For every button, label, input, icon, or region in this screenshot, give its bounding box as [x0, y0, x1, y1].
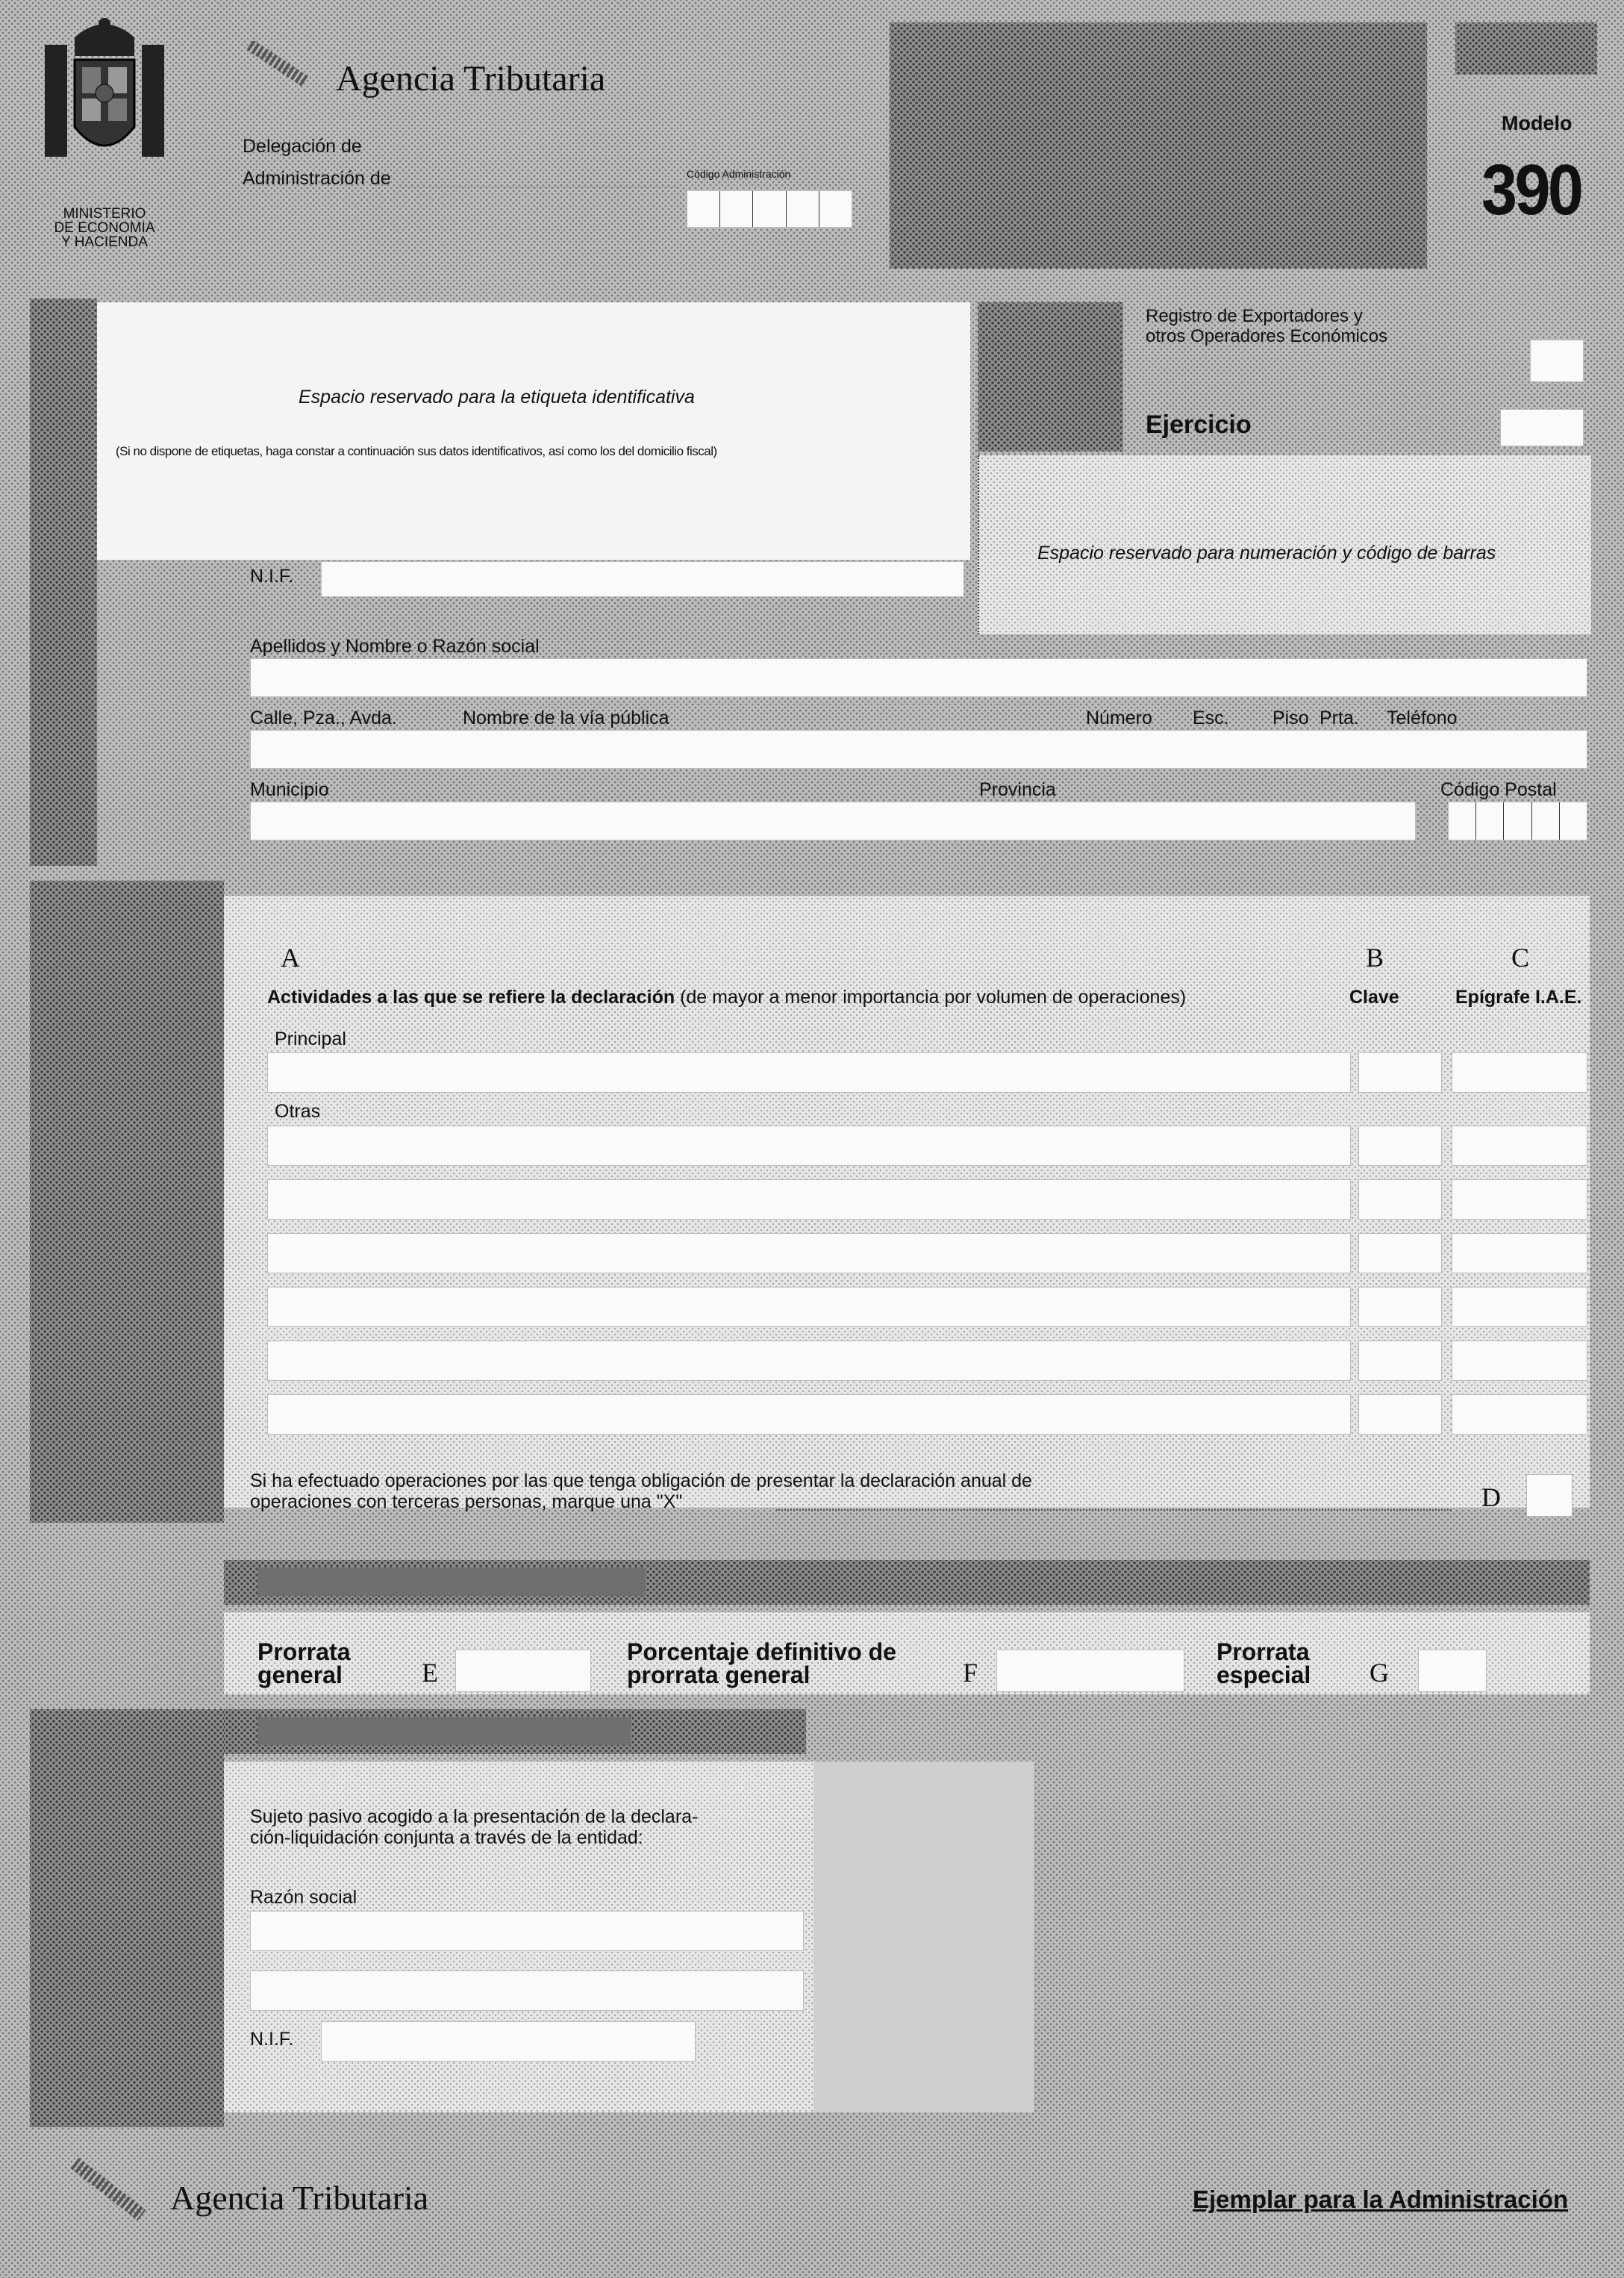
- otras-epigrafe-5[interactable]: [1452, 1341, 1587, 1381]
- footer-agency-name: Agencia Tributaria: [170, 2179, 429, 2217]
- conjunta-section-heading: [257, 1717, 631, 1745]
- principal-input[interactable]: [267, 1052, 1351, 1093]
- prorrata-general-input[interactable]: [455, 1650, 591, 1692]
- calle-input[interactable]: [250, 730, 1587, 769]
- modelo-number: 390: [1481, 150, 1581, 230]
- activities-title-rest: (de mayor a menor importancia por volumen de operaciones): [680, 987, 1187, 1008]
- principal-epigrafe-input[interactable]: [1452, 1052, 1587, 1093]
- coat-of-arms-icon: [30, 15, 179, 250]
- otras-clave-5[interactable]: [1358, 1341, 1442, 1381]
- barcode-label: Espacio reservado para numeración y código de barras: [1037, 543, 1496, 564]
- razon-social-label: Razón social: [250, 1887, 357, 1908]
- otras-epigrafe-1[interactable]: [1452, 1126, 1587, 1166]
- conjunta-right-shade: [813, 1761, 1034, 2112]
- letter-a: A: [281, 943, 300, 973]
- agency-logo-icon: [246, 41, 313, 86]
- terceros-checkbox[interactable]: [1526, 1474, 1573, 1517]
- nif-label: N.I.F.: [250, 566, 294, 587]
- otras-epigrafe-4[interactable]: [1452, 1287, 1587, 1327]
- esc-label: Esc.: [1193, 708, 1229, 728]
- otras-epigrafe-2[interactable]: [1452, 1179, 1587, 1220]
- activities-left-strip: [30, 881, 224, 1523]
- porcentaje-label: Porcentaje definitivo de prorrata general: [627, 1638, 896, 1688]
- otras-input-6[interactable]: [267, 1394, 1351, 1435]
- agency-name: Agencia Tributaria: [336, 59, 606, 99]
- conjunta-nif-label: N.I.F.: [250, 2029, 294, 2050]
- razon-social-input[interactable]: [250, 1911, 804, 1951]
- top-right-mark: [1455, 22, 1597, 75]
- terceros-line-2: operaciones con terceras personas, marque una "X": [250, 1491, 683, 1512]
- apellidos-label: Apellidos y Nombre o Razón social: [250, 636, 540, 657]
- letter-e: E: [422, 1658, 438, 1688]
- otras-epigrafe-6[interactable]: [1452, 1394, 1587, 1435]
- razon-social-input-2[interactable]: [250, 1970, 804, 2011]
- numero-label: Número: [1086, 708, 1152, 728]
- ejercicio-label: Ejercicio: [1146, 411, 1252, 439]
- otras-input-3[interactable]: [267, 1233, 1351, 1273]
- ejercicio-input[interactable]: [1500, 409, 1584, 446]
- terceros-line-1: Si ha efectuado operaciones por las que tenga obligación de presentar la declaración anual de: [250, 1470, 1032, 1491]
- piso-label: Piso: [1272, 708, 1309, 728]
- reserved-stamp-area: [890, 22, 1427, 269]
- otras-clave-1[interactable]: [1358, 1126, 1442, 1166]
- provincia-label: Provincia: [979, 779, 1056, 800]
- registro-input[interactable]: [1530, 340, 1584, 382]
- prorrata-general-label: Prorrata general: [257, 1638, 351, 1688]
- letter-f: F: [963, 1658, 978, 1688]
- label-area: [97, 302, 970, 560]
- letter-d: D: [1481, 1482, 1501, 1512]
- nif-input[interactable]: [321, 561, 964, 597]
- sujeto-line-1: Sujeto pasivo acogido a la presentación de la declara-: [250, 1806, 699, 1827]
- prorrata-especial-checkbox[interactable]: [1418, 1650, 1487, 1692]
- delegacion-label: Delegación de: [243, 136, 362, 157]
- ministry-name: MINISTERIO DE ECONOMIA Y HACIENDA: [54, 206, 155, 250]
- telefono-label: Teléfono: [1387, 708, 1458, 728]
- conjunta-nif-input[interactable]: [321, 2021, 696, 2062]
- otras-input-5[interactable]: [267, 1341, 1351, 1381]
- prorrata-section-heading: [257, 1567, 646, 1596]
- municipio-label: Municipio: [250, 779, 329, 800]
- otras-epigrafe-3[interactable]: [1452, 1233, 1587, 1273]
- modelo-label: Modelo: [1502, 112, 1573, 134]
- otras-label: Otras: [275, 1101, 321, 1122]
- cp-input[interactable]: [1448, 802, 1587, 840]
- prorrata-especial-label: Prorrata especial: [1217, 1638, 1311, 1688]
- otras-clave-4[interactable]: [1358, 1287, 1442, 1327]
- codigo-admin-boxes[interactable]: [687, 190, 852, 228]
- cp-label: Código Postal: [1440, 779, 1557, 800]
- clave-label: Clave: [1349, 987, 1399, 1008]
- footer-logo-icon: [67, 2156, 157, 2223]
- terceros-dotted-line: [776, 1509, 1452, 1511]
- calle-label: Calle, Pza., Avda.: [250, 708, 397, 728]
- otras-input-4[interactable]: [267, 1287, 1351, 1327]
- prta-label: Prta.: [1320, 708, 1359, 728]
- principal-label: Principal: [275, 1029, 346, 1049]
- otras-clave-6[interactable]: [1358, 1394, 1442, 1435]
- etiqueta-title: Espacio reservado para la etiqueta identificativa: [299, 387, 695, 408]
- activities-title: [267, 987, 1186, 1008]
- letter-b: B: [1366, 943, 1384, 973]
- registro-dark-box: [978, 302, 1123, 452]
- municipio-input[interactable]: [250, 802, 1416, 840]
- letter-c: C: [1511, 943, 1530, 973]
- codigo-admin-label: Código Administración: [687, 168, 791, 180]
- principal-clave-input[interactable]: [1358, 1052, 1442, 1093]
- etiqueta-note: (Si no dispone de etiquetas, haga constar a continuación sus datos identificativos, así como los del domicilio fiscal): [116, 444, 717, 458]
- left-margin-strip: [30, 299, 97, 866]
- activities-title-bold: Actividades a las que se refiere la declaración: [267, 987, 675, 1008]
- epigrafe-label: Epígrafe I.A.E.: [1455, 987, 1582, 1008]
- apellidos-input[interactable]: [250, 658, 1587, 697]
- otras-input-1[interactable]: [267, 1126, 1351, 1166]
- conjunta-left-strip: [30, 1709, 224, 2127]
- otras-clave-2[interactable]: [1358, 1179, 1442, 1220]
- letter-g: G: [1370, 1658, 1389, 1688]
- sujeto-line-2: ción-liquidación conjunta a través de la entidad:: [250, 1827, 643, 1848]
- otras-clave-3[interactable]: [1358, 1233, 1442, 1273]
- administracion-label: Administración de: [243, 168, 391, 189]
- otras-input-2[interactable]: [267, 1179, 1351, 1220]
- via-label: Nombre de la vía pública: [463, 708, 669, 728]
- porcentaje-input[interactable]: [996, 1650, 1184, 1692]
- ejemplar-label: Ejemplar para la Administración: [1193, 2185, 1569, 2213]
- registro-label: Registro de Exportadores y otros Operadores Económicos: [1146, 306, 1388, 346]
